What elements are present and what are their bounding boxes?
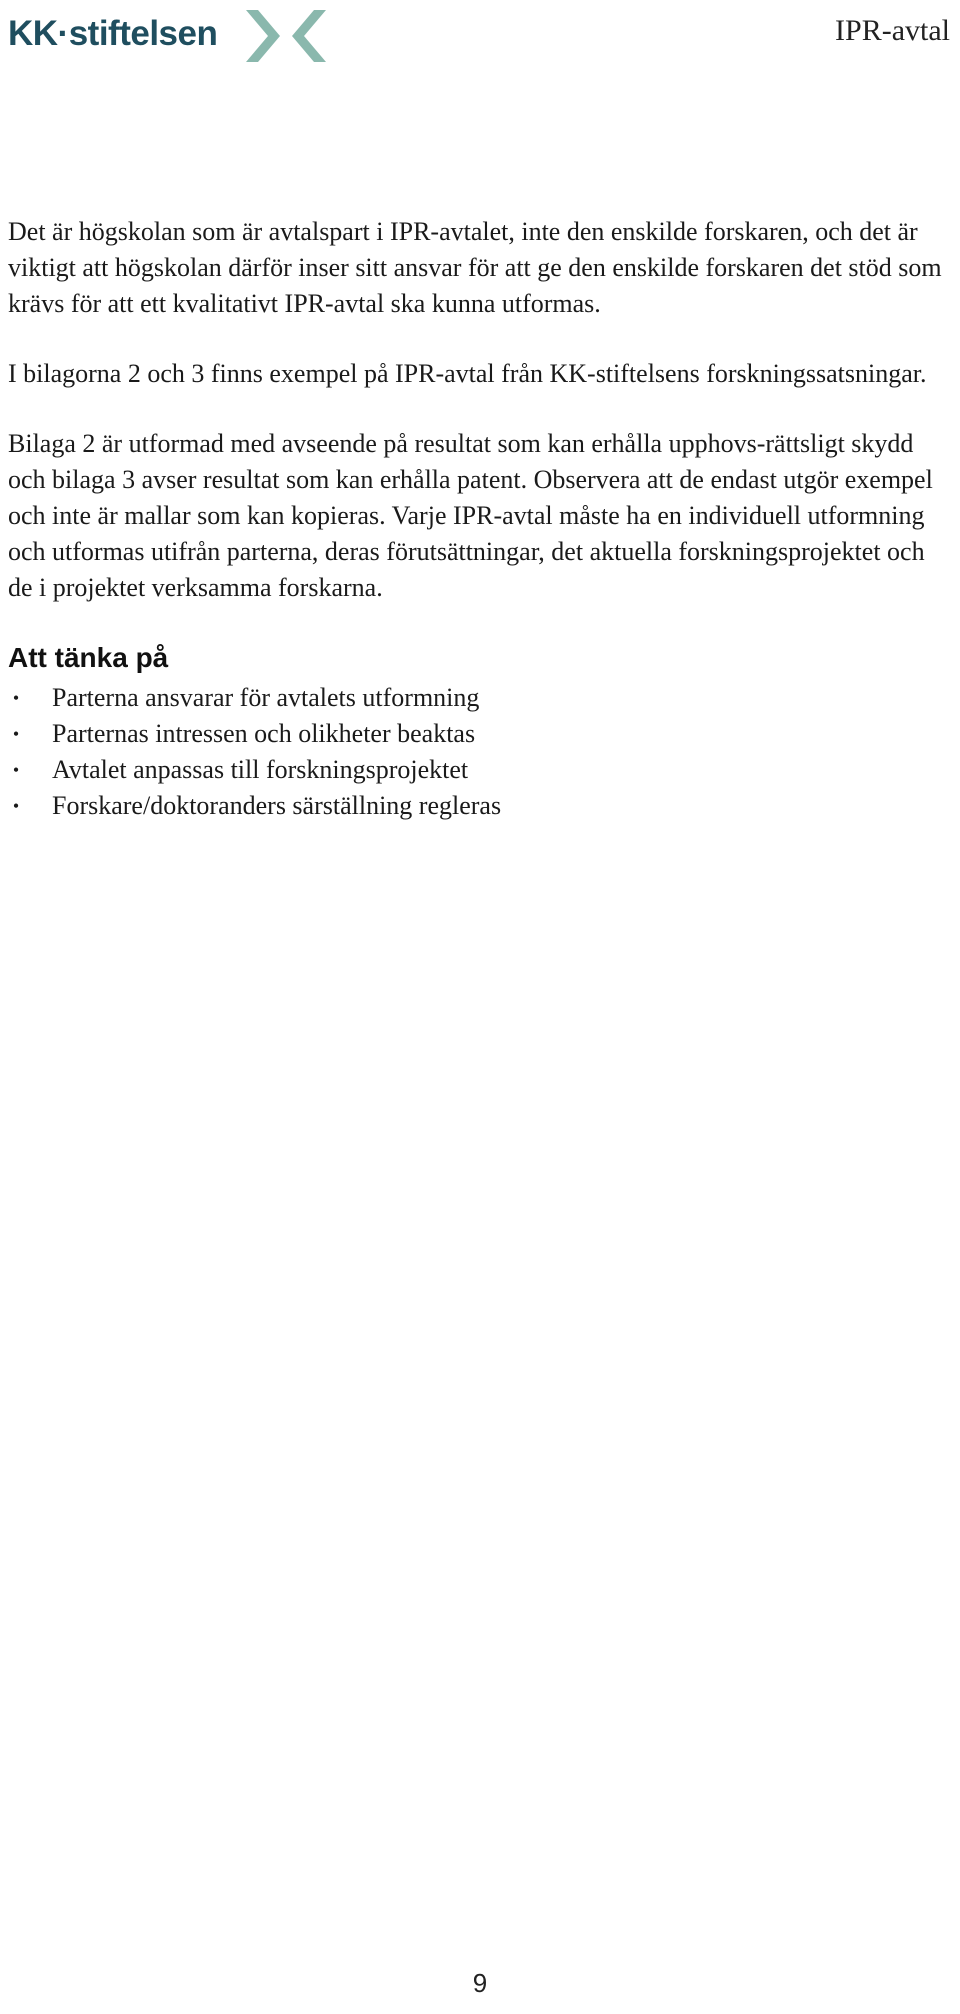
list-item-text: Parterna ansvarar för avtalets utformning [52,683,480,712]
page-number: 9 [472,1968,488,1998]
list-item [8,680,948,716]
list-item [8,716,948,752]
logo-wordmark: KK·stiftelsen [8,14,218,53]
consideration-list [8,680,948,824]
page-header [0,0,960,80]
paragraph-responsibility: Det är högskolan som är avtalspart i IPR-avtalet, inte den enskilde forskaren, och det är viktigt att högskolan därför inser sitt ansvar för att ge den enskilde forskaren det stöd som krävs för att ett kvalitativt IPR-avtal ska kunna utformas. [8,217,942,318]
list-item-text: Parternas intressen och olikheter beaktas [52,719,476,748]
document-title: IPR-avtal [835,14,950,47]
paragraph-appendix-examples: I bilagorna 2 och 3 finns exempel på IPR-avtal från KK-stiftelsens forskningssatsningar. [8,359,927,388]
main-content [8,214,948,824]
list-item-text: Forskare/doktoranders särställning regleras [52,791,502,820]
bullet-icon: • [12,688,20,708]
list-item-text: Avtalet anpassas till forskningsprojektet [52,755,469,784]
paragraph-appendix-details: Bilaga 2 är utformad med avseende på resultat som kan erhålla upphovs-rättsligt skydd och bilaga 3 avser resultat som kan erhålla patent. Observera att de endast utgör exempel och inte är mallar som kan kopieras. Varje IPR-avtal måste ha en individuell utformning och utformas utifrån parterna, deras förutsättningar, det aktuella forskningsprojektet och de i projektet verksamma forskarna. [8,429,933,602]
bullet-icon: • [12,796,20,816]
list-item [8,788,948,824]
bullet-icon: • [12,760,20,780]
double-chevron-logo-icon [244,6,328,66]
section-heading: Att tänka på [8,642,169,673]
list-item [8,752,948,788]
bullet-icon: • [12,724,20,744]
